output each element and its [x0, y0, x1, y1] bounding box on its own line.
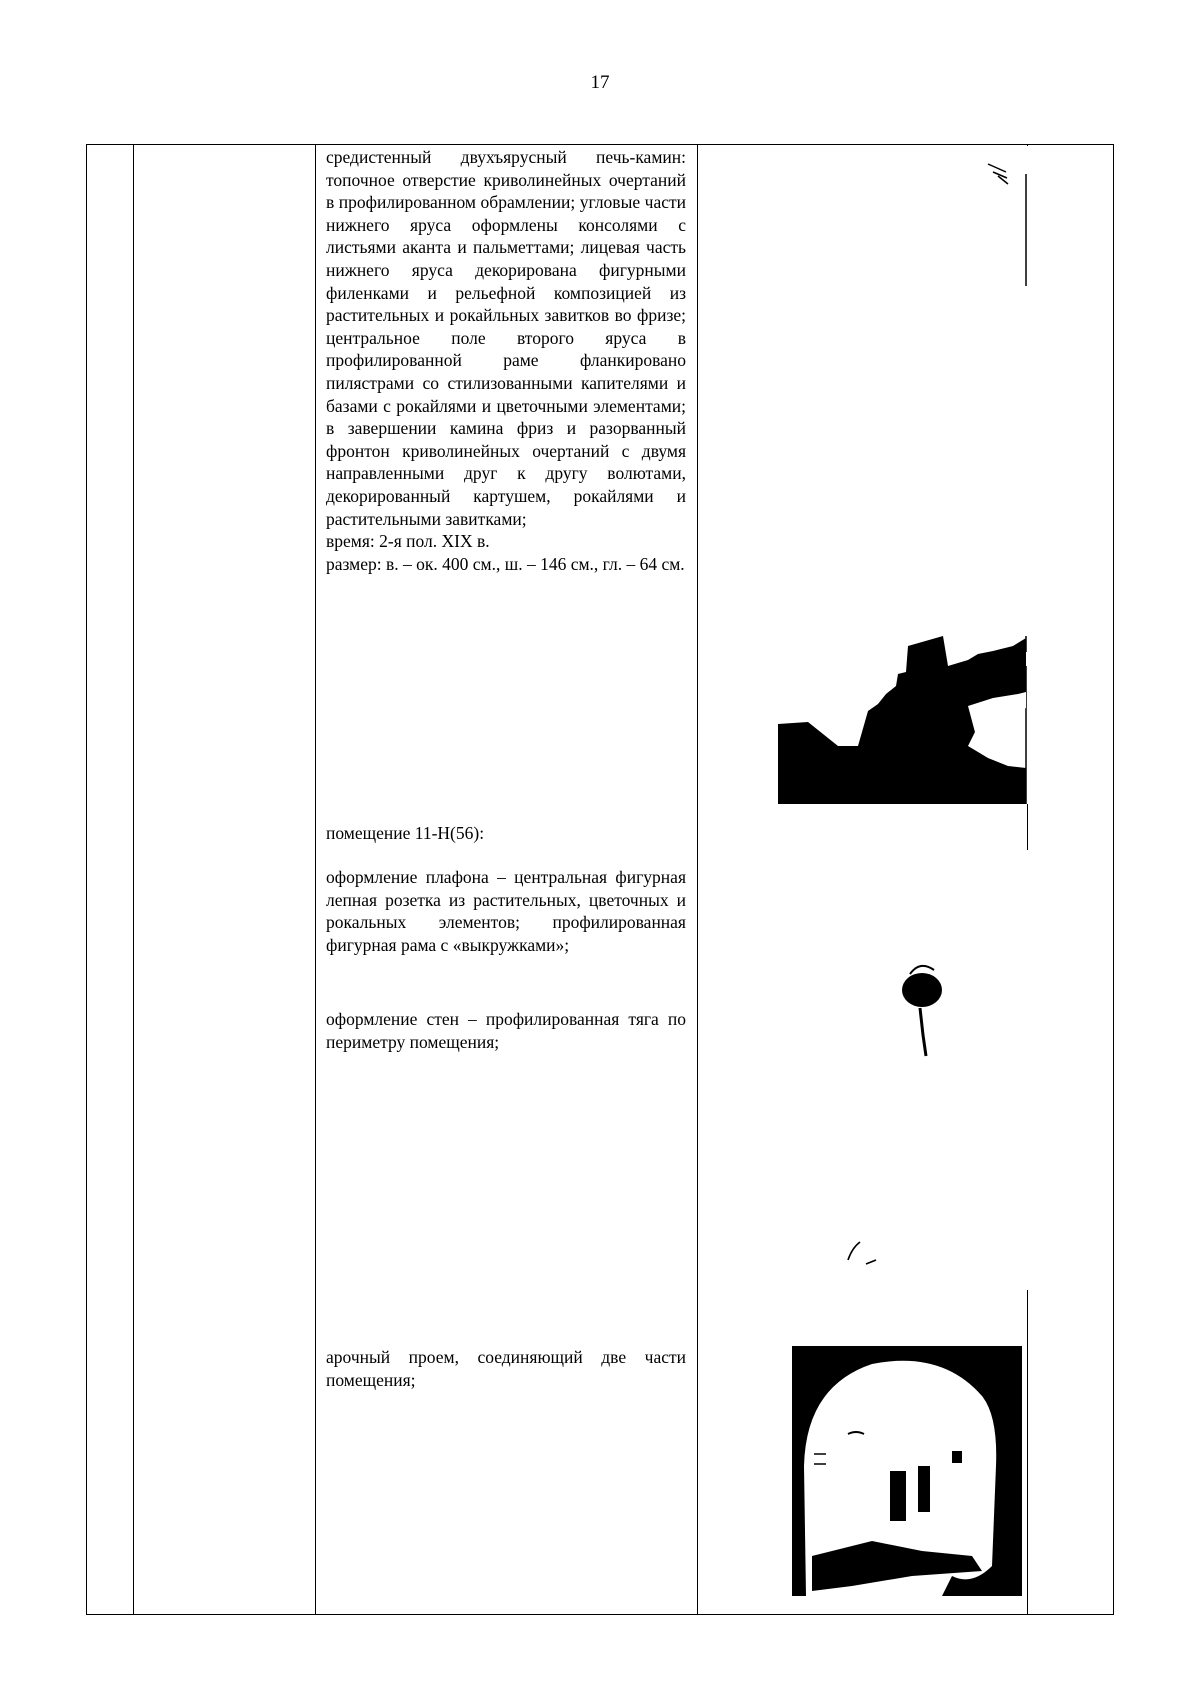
- column-divider: [133, 145, 134, 1614]
- fireplace-description: средистенный двухъярусный печь-камин: топочное отверстие криволинейных очертаний в профилированном обрамлении; угловые части нижнего яруса оформлены консолями с листьями аканта и пальметтами; лицевая часть нижнего яруса декорирована фигурными филенками и рельефной композицией из растительных и рокайльных завитков во фризе; центральное поле второго яруса в профилированной раме фланкировано пилястрами со стилизованными капителями и базами с рокайлями и цветочными элементами; в завершении камина фриз и разорванный фронтон криволинейных очертаний с двумя направленными друг к другу волютами, декорированный картушем, рокайлями и растительными завитками;: [326, 147, 686, 529]
- fireplace-photo: [778, 146, 1030, 804]
- walls-description: оформление стен – профилированная тяга по периметру помещения;: [326, 1009, 686, 1052]
- ceiling-rosette-photo: [778, 850, 1030, 1290]
- page-number: 17: [590, 72, 610, 93]
- room-heading: помещение 11-Н(56):: [326, 823, 485, 843]
- arch-opening-photo: [792, 1346, 1022, 1596]
- column-divider: [315, 145, 316, 1614]
- ceiling-description: оформление плафона – центральная фигурная лепная розетка из растительных, цветочных и рокальных элементов; профилированная фигурная рама с «выкружками»;: [326, 867, 686, 955]
- column-divider: [697, 145, 698, 1614]
- arch-description: арочный проем, соединяющий две части помещения;: [326, 1347, 686, 1390]
- fireplace-time: время: 2-я пол. XIX в.: [326, 531, 490, 552]
- fireplace-size: размер: в. – ок. 400 см., ш. – 146 см., гл. – 64 см.: [326, 553, 685, 574]
- fireplace-description-block: [326, 146, 686, 575]
